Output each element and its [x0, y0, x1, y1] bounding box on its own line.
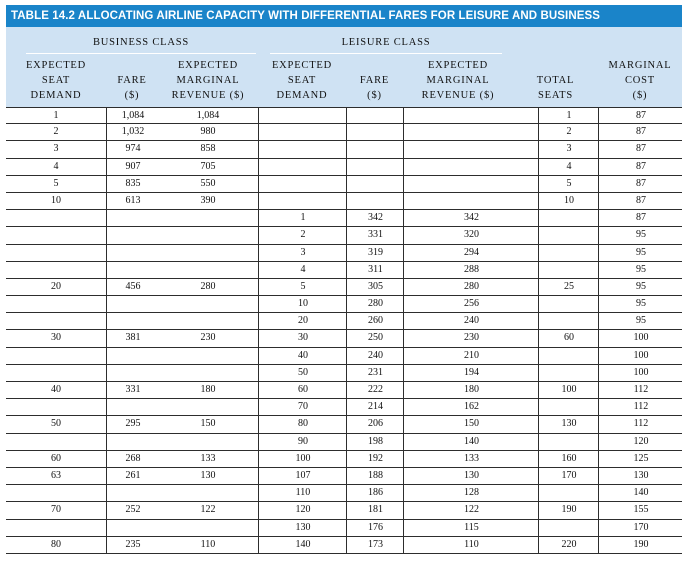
- cell-l-demand: 1: [258, 210, 347, 226]
- column-header-line: MARGINAL: [608, 60, 672, 71]
- cell-b-mr: [158, 227, 258, 243]
- cell-l-mr: [403, 141, 539, 157]
- cell-total: 160: [538, 451, 599, 467]
- cell-l-demand: 100: [258, 451, 347, 467]
- cell-l-demand: 10: [258, 296, 347, 312]
- cell-b-mr: [158, 313, 258, 329]
- column-header-line: EXPECTED: [271, 60, 333, 71]
- cell-mc: 87: [598, 141, 683, 157]
- cell-b-mr: 130: [200, 469, 216, 481]
- table-body: [6, 107, 682, 554]
- cell-l-demand: 20: [258, 313, 347, 329]
- table-row: [6, 365, 682, 382]
- cell-b-demand: 1: [53, 110, 59, 121]
- cell-l-demand: [258, 124, 347, 140]
- cell-l-fare: 198: [346, 434, 404, 450]
- cell-b-demand: 2: [53, 126, 59, 138]
- cell-l-fare: 173: [346, 537, 404, 553]
- cell-mc: 190: [598, 537, 683, 553]
- column-header-line: ($): [632, 90, 648, 101]
- cell-l-fare: 176: [346, 520, 404, 536]
- cell-b-fare: 268: [106, 451, 159, 467]
- table-row: [6, 107, 682, 124]
- group-leisure-class: LEISURE CLASS: [341, 37, 431, 48]
- cell-b-demand: [6, 434, 106, 450]
- cell-l-mr: 342: [403, 210, 539, 226]
- cell-l-demand: [258, 176, 347, 192]
- column-header-line: COST: [624, 75, 656, 86]
- cell-l-mr: 320: [403, 227, 539, 243]
- table-row: [6, 279, 682, 296]
- cell-b-fare: 613: [106, 193, 159, 209]
- cell-l-fare: 188: [346, 468, 404, 484]
- cell-b-demand: 40: [51, 384, 61, 395]
- cell-b-demand: 4: [53, 160, 59, 172]
- fare-allocation-table: [6, 5, 682, 554]
- cell-l-mr: 256: [403, 296, 539, 312]
- cell-total: 1: [538, 108, 599, 123]
- column-header-line: ($): [124, 90, 140, 101]
- table-row: [6, 296, 682, 313]
- cell-b-demand: [6, 313, 106, 329]
- cell-mc: 87: [598, 210, 683, 226]
- cell-l-mr: 128: [403, 485, 539, 501]
- table-title: TABLE 14.2 ALLOCATING AIRLINE CAPACITY WITH DIFFERENTIAL FARES FOR LEISURE AND BUSINESS: [6, 5, 682, 27]
- cell-mc: 125: [598, 451, 683, 467]
- cell-b-demand: 3: [53, 143, 59, 155]
- cell-mc: 95: [598, 313, 683, 329]
- cell-l-demand: 50: [258, 365, 347, 381]
- cell-l-demand: 4: [258, 262, 347, 278]
- cell-l-mr: 194: [403, 365, 539, 381]
- cell-l-demand: 107: [258, 468, 347, 484]
- cell-l-demand: [258, 108, 347, 123]
- cell-l-fare: 186: [346, 485, 404, 501]
- column-header-line: MARGINAL: [426, 75, 490, 86]
- cell-mc: 87: [598, 159, 683, 175]
- table-row: [6, 434, 682, 451]
- cell-total: 4: [538, 159, 599, 175]
- cell-b-fare: 1,032: [106, 124, 159, 140]
- column-header-line: EXPECTED: [25, 60, 87, 71]
- cell-l-demand: [258, 141, 347, 157]
- cell-l-fare: [346, 193, 404, 209]
- cell-l-mr: [403, 193, 539, 209]
- cell-l-mr: 280: [403, 279, 539, 295]
- cell-l-fare: 260: [346, 313, 404, 329]
- cell-l-mr: [403, 124, 539, 140]
- cell-l-demand: 5: [258, 279, 347, 295]
- column-header-line: EXPECTED: [177, 60, 239, 71]
- table-row: [6, 520, 682, 537]
- cell-l-mr: 230: [403, 330, 539, 346]
- cell-mc: 140: [598, 485, 683, 501]
- cell-l-demand: 80: [258, 416, 347, 432]
- cell-mc: 95: [598, 227, 683, 243]
- group-business-class: BUSINESS CLASS: [92, 37, 190, 48]
- table-row: [6, 313, 682, 330]
- cell-b-fare: 456: [106, 279, 159, 295]
- cell-b-mr: 280: [200, 280, 216, 292]
- cell-b-fare: 381: [106, 330, 159, 346]
- cell-total: 5: [538, 176, 599, 192]
- column-header-line: SEAT: [41, 75, 71, 86]
- cell-l-fare: [346, 176, 404, 192]
- cell-b-fare: 835: [106, 176, 159, 192]
- cell-b-fare: 331: [106, 382, 159, 398]
- cell-b-mr: 980: [200, 126, 216, 138]
- cell-b-demand: [6, 348, 106, 364]
- cell-b-mr: 180: [200, 384, 216, 395]
- cell-l-mr: 240: [403, 313, 539, 329]
- cell-total: [538, 262, 599, 278]
- cell-b-fare: [106, 296, 159, 312]
- cell-l-demand: [258, 193, 347, 209]
- cell-l-fare: [346, 108, 404, 123]
- cell-l-mr: 162: [403, 399, 539, 415]
- table-row: [6, 502, 682, 519]
- cell-total: [538, 399, 599, 415]
- cell-b-demand: 70: [51, 504, 61, 516]
- cell-mc: 120: [598, 434, 683, 450]
- cell-b-fare: 252: [106, 502, 159, 518]
- table-row: [6, 262, 682, 279]
- cell-total: [538, 520, 599, 536]
- cell-total: 25: [538, 279, 599, 295]
- table-row: [6, 176, 682, 193]
- cell-l-fare: 311: [346, 262, 404, 278]
- cell-b-fare: [106, 434, 159, 450]
- cell-b-fare: [106, 245, 159, 261]
- cell-l-fare: 240: [346, 348, 404, 364]
- cell-mc: 112: [598, 382, 683, 398]
- column-header-l-demand: [258, 58, 346, 103]
- cell-b-demand: 5: [53, 177, 59, 189]
- cell-l-demand: 120: [258, 502, 347, 518]
- cell-total: [538, 348, 599, 364]
- cell-l-fare: 192: [346, 451, 404, 467]
- cell-mc: 87: [598, 176, 683, 192]
- cell-mc: 95: [598, 262, 683, 278]
- cell-b-demand: [6, 365, 106, 381]
- cell-mc: 95: [598, 279, 683, 295]
- column-header-line: FARE: [359, 75, 390, 86]
- cell-l-demand: [258, 159, 347, 175]
- cell-l-mr: [403, 159, 539, 175]
- cell-l-fare: 231: [346, 365, 404, 381]
- cell-b-demand: 63: [51, 469, 61, 481]
- cell-b-demand: 10: [51, 194, 61, 206]
- cell-mc: 130: [598, 468, 683, 484]
- cell-b-mr: [158, 348, 258, 364]
- cell-mc: 87: [598, 108, 683, 123]
- cell-b-mr: 133: [200, 452, 216, 464]
- cell-b-mr: 122: [200, 504, 216, 516]
- cell-l-demand: 3: [258, 245, 347, 261]
- cell-mc: 95: [598, 296, 683, 312]
- cell-l-mr: 115: [403, 520, 539, 536]
- cell-b-mr: 1,084: [196, 110, 220, 121]
- cell-l-fare: 181: [346, 502, 404, 518]
- cell-mc: 100: [598, 348, 683, 364]
- column-header-line: SEATS: [538, 90, 573, 101]
- cell-l-fare: 319: [346, 245, 404, 261]
- cell-b-demand: 60: [51, 452, 61, 464]
- cell-total: [538, 227, 599, 243]
- column-header-line: REVENUE ($): [171, 90, 245, 101]
- cell-b-demand: 30: [51, 332, 61, 344]
- cell-b-demand: [6, 520, 106, 536]
- table-row: [6, 193, 682, 210]
- cell-l-fare: 206: [346, 416, 404, 432]
- cell-b-fare: 1,084: [106, 108, 159, 123]
- cell-b-fare: [106, 313, 159, 329]
- cell-l-mr: 288: [403, 262, 539, 278]
- cell-mc: 87: [598, 124, 683, 140]
- cell-b-mr: [158, 365, 258, 381]
- table-row: [6, 468, 682, 485]
- cell-b-mr: 110: [200, 538, 216, 550]
- cell-l-fare: 280: [346, 296, 404, 312]
- cell-b-mr: [158, 399, 258, 415]
- cell-l-demand: 90: [258, 434, 347, 450]
- cell-b-mr: 230: [200, 332, 216, 344]
- cell-total: [538, 365, 599, 381]
- cell-l-mr: 294: [403, 245, 539, 261]
- cell-mc: 112: [598, 416, 683, 432]
- table-row: [6, 348, 682, 365]
- cell-l-mr: 130: [403, 468, 539, 484]
- table-row: [6, 537, 682, 554]
- cell-l-mr: 140: [403, 434, 539, 450]
- cell-l-demand: 60: [258, 382, 347, 398]
- column-header-l-fare: [346, 73, 403, 103]
- cell-total: 130: [538, 416, 599, 432]
- table-header: [6, 27, 682, 107]
- cell-l-fare: 305: [346, 279, 404, 295]
- table-row: [6, 227, 682, 244]
- table-row: [6, 245, 682, 262]
- cell-total: [538, 245, 599, 261]
- column-header-line: FARE: [117, 75, 147, 86]
- table-row: [6, 141, 682, 158]
- cell-l-fare: 250: [346, 330, 404, 346]
- table-row: [6, 485, 682, 502]
- cell-b-fare: [106, 348, 159, 364]
- cell-b-demand: [6, 262, 106, 278]
- cell-b-demand: [6, 245, 106, 261]
- cell-total: 190: [538, 502, 599, 518]
- cell-l-fare: [346, 124, 404, 140]
- table-row: [6, 330, 682, 347]
- table-row: [6, 159, 682, 176]
- cell-b-demand: 20: [51, 280, 61, 292]
- cell-b-mr: [158, 296, 258, 312]
- cell-b-fare: [106, 485, 159, 501]
- cell-l-fare: 222: [346, 382, 404, 398]
- cell-b-mr: [158, 262, 258, 278]
- column-header-line: TOTAL: [536, 75, 575, 86]
- table-row: [6, 382, 682, 399]
- table-row: [6, 399, 682, 416]
- cell-total: 3: [538, 141, 599, 157]
- cell-mc: 112: [598, 399, 683, 415]
- table-row: [6, 124, 682, 141]
- cell-mc: 100: [598, 365, 683, 381]
- cell-l-mr: 180: [403, 382, 539, 398]
- cell-mc: 170: [598, 520, 683, 536]
- column-header-line: MARGINAL: [176, 75, 240, 86]
- cell-total: [538, 434, 599, 450]
- column-header-b-mr: [158, 58, 258, 103]
- column-header-line: EXPECTED: [427, 60, 489, 71]
- table-row: [6, 416, 682, 433]
- cell-b-fare: [106, 520, 159, 536]
- cell-l-fare: [346, 141, 404, 157]
- cell-b-fare: 907: [106, 159, 159, 175]
- cell-l-fare: 214: [346, 399, 404, 415]
- cell-total: [538, 313, 599, 329]
- cell-total: 10: [538, 193, 599, 209]
- cell-total: 100: [538, 382, 599, 398]
- cell-l-fare: 342: [346, 210, 404, 226]
- cell-b-mr: 858: [200, 143, 216, 155]
- cell-b-fare: [106, 365, 159, 381]
- cell-l-demand: 70: [258, 399, 347, 415]
- cell-b-mr: [158, 520, 258, 536]
- cell-b-mr: 390: [200, 194, 216, 206]
- cell-b-fare: 974: [106, 141, 159, 157]
- column-header-line: DEMAND: [276, 90, 328, 101]
- cell-total: 220: [538, 537, 599, 553]
- cell-l-demand: 40: [258, 348, 347, 364]
- cell-l-fare: 331: [346, 227, 404, 243]
- cell-l-demand: 110: [258, 485, 347, 501]
- cell-l-mr: 210: [403, 348, 539, 364]
- cell-b-fare: [106, 262, 159, 278]
- cell-b-demand: 50: [51, 418, 61, 430]
- cell-mc: 155: [598, 502, 683, 518]
- column-header-line: ($): [367, 90, 382, 101]
- cell-l-demand: 140: [258, 537, 347, 553]
- cell-b-fare: [106, 227, 159, 243]
- cell-l-mr: 133: [403, 451, 539, 467]
- column-header-l-mr: [403, 58, 513, 103]
- cell-b-fare: 295: [106, 416, 159, 432]
- cell-total: 2: [538, 124, 599, 140]
- cell-b-demand: [6, 210, 106, 226]
- cell-b-fare: 261: [106, 468, 159, 484]
- cell-l-mr: 110: [403, 537, 539, 553]
- cell-b-fare: [106, 210, 159, 226]
- cell-l-demand: 130: [258, 520, 347, 536]
- cell-b-demand: [6, 485, 106, 501]
- cell-mc: 87: [598, 193, 683, 209]
- column-header-mc: [598, 58, 682, 103]
- cell-b-mr: [158, 245, 258, 261]
- cell-mc: 100: [598, 330, 683, 346]
- cell-total: 60: [538, 330, 599, 346]
- column-header-line: REVENUE ($): [421, 90, 495, 101]
- column-header-line: SEAT: [287, 75, 317, 86]
- cell-b-mr: 550: [200, 177, 216, 189]
- cell-l-fare: [346, 159, 404, 175]
- table-row: [6, 451, 682, 468]
- cell-l-mr: [403, 108, 539, 123]
- cell-b-fare: [106, 399, 159, 415]
- cell-total: [538, 296, 599, 312]
- cell-b-mr: [158, 210, 258, 226]
- cell-b-mr: [158, 434, 258, 450]
- cell-l-demand: 2: [258, 227, 347, 243]
- cell-total: [538, 485, 599, 501]
- cell-b-demand: [6, 399, 106, 415]
- cell-l-mr: 150: [403, 416, 539, 432]
- cell-l-mr: [403, 176, 539, 192]
- cell-l-mr: 122: [403, 502, 539, 518]
- cell-b-demand: [6, 296, 106, 312]
- cell-total: [538, 210, 599, 226]
- cell-b-mr: 705: [200, 160, 216, 172]
- cell-l-demand: 30: [258, 330, 347, 346]
- group-leisure-rule: [270, 53, 502, 54]
- cell-mc: 95: [598, 245, 683, 261]
- column-header-b-fare: [106, 73, 158, 103]
- column-header-line: DEMAND: [30, 90, 82, 101]
- column-header-b-demand: [6, 58, 106, 103]
- cell-total: 170: [538, 468, 599, 484]
- cell-b-mr: 150: [200, 418, 216, 430]
- column-header-total: [513, 73, 598, 103]
- group-business-rule: [26, 53, 256, 54]
- cell-b-demand: 80: [51, 538, 61, 550]
- cell-b-fare: 235: [106, 537, 159, 553]
- cell-b-mr: [158, 485, 258, 501]
- cell-b-demand: [6, 227, 106, 243]
- table-row: [6, 210, 682, 227]
